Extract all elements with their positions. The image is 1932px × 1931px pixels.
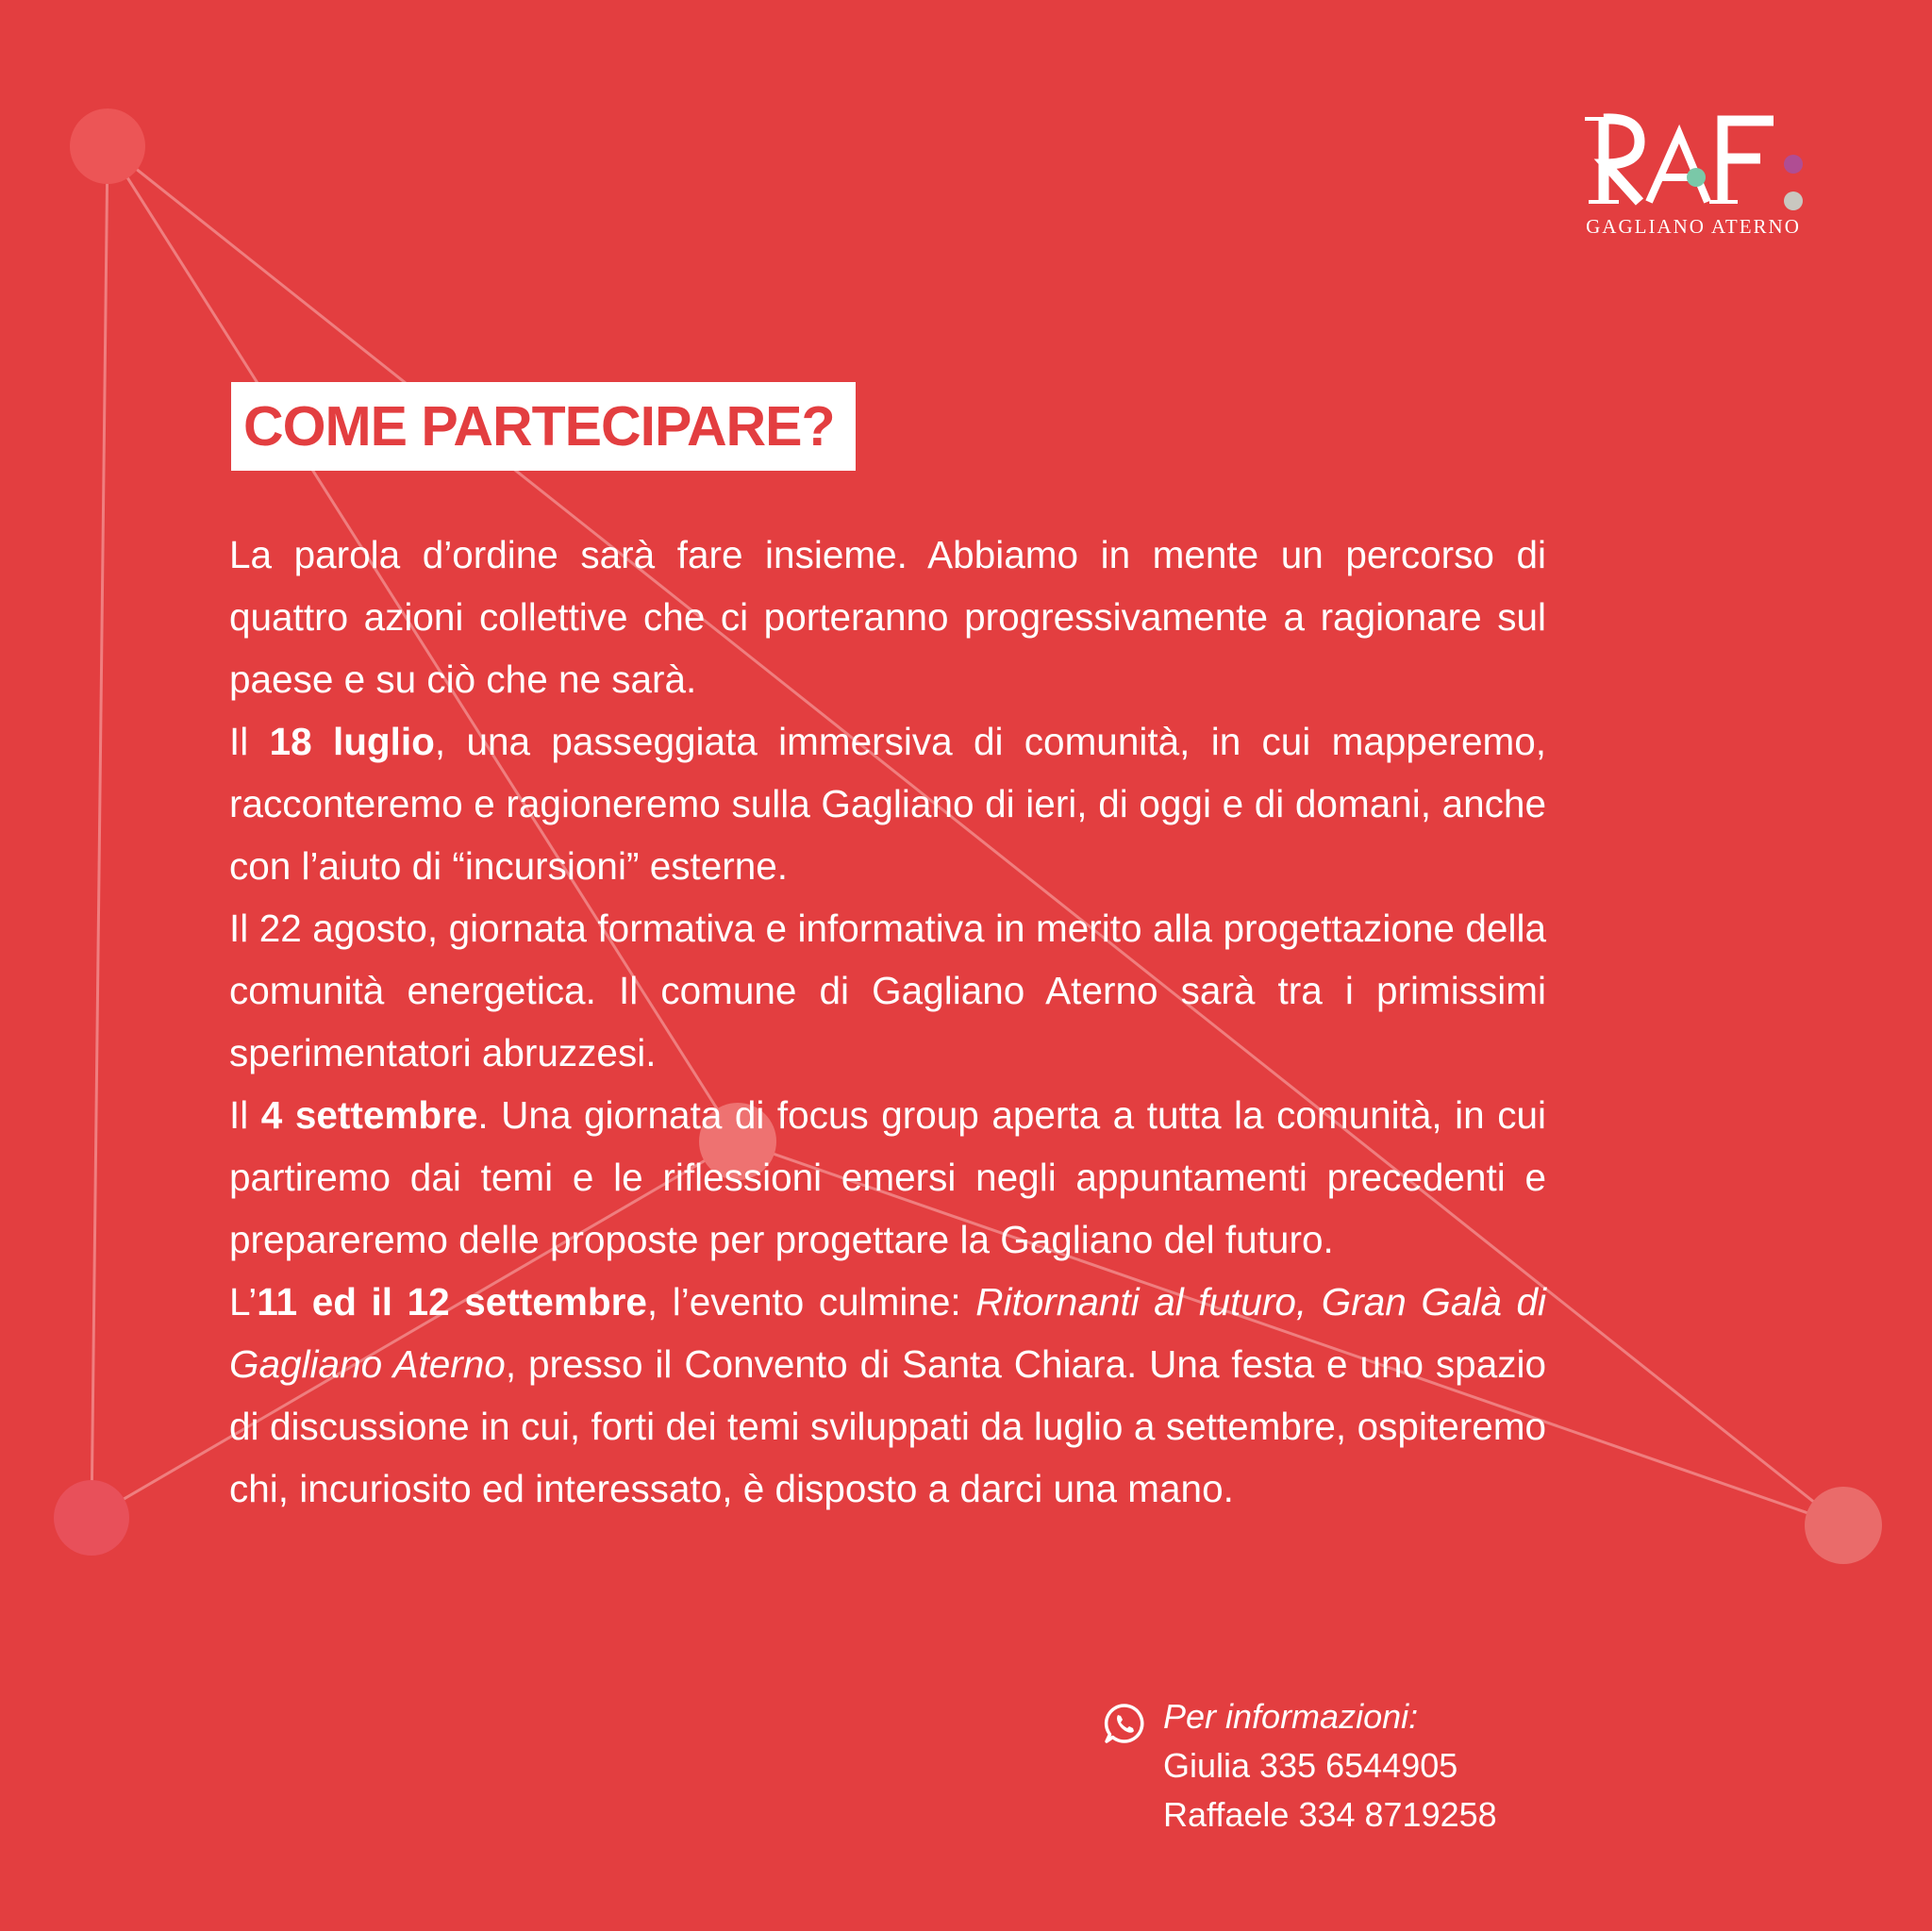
text-span: Il bbox=[229, 907, 259, 950]
event-title: Ritornanti al futuro, Gran Galà di Gagliano Aterno bbox=[229, 1280, 1546, 1386]
date-highlight: 11 ed il 12 settembre bbox=[257, 1280, 647, 1323]
body-text bbox=[229, 524, 1546, 1520]
text-span: , giornata formativa e informativa in merito alla progettazione della comunità energetica. Il comune di Gagliano Aterno sarà tra i primissimi sperimentatori abruzzesi. bbox=[229, 907, 1546, 1074]
text-span: , presso il Convento di Santa Chiara. Una festa e uno spazio di discussione in cui, forti dei temi sviluppati da luglio a settembre, ospiteremo chi, incuriosito ed interessato, è disposto a darci una mano. bbox=[229, 1342, 1546, 1510]
contact-label: Per informazioni: bbox=[1163, 1697, 1419, 1736]
date-highlight: 4 settembre bbox=[260, 1093, 478, 1137]
text-span: L’ bbox=[229, 1280, 258, 1323]
text-span: Il bbox=[229, 1093, 261, 1137]
logo-caption: GAGLIANO ATERNO bbox=[1586, 215, 1801, 238]
text-span: Il bbox=[229, 720, 270, 763]
paragraph-intro-text: La parola d’ordine sarà fare insieme. Abbiamo in mente un percorso di quattro azioni collettive che ci porteranno progressivamente a ragionare sul paese e su ciò che ne sarà. bbox=[229, 533, 1546, 701]
text-span: , l’evento culmine: bbox=[646, 1280, 976, 1323]
date-highlight: 22 agosto bbox=[258, 907, 427, 950]
logo-dot-grey bbox=[1784, 191, 1803, 210]
text-span: , una passeggiata immersiva di comunità, in cui mapperemo, racconteremo e ragioneremo sulla Gagliano di ieri, di oggi e di domani, anche con l’aiuto di “incursioni” esterne. bbox=[229, 720, 1546, 888]
network-line bbox=[92, 146, 108, 1518]
network-node bbox=[70, 108, 145, 184]
logo-dot-purple bbox=[1784, 155, 1803, 174]
title-box bbox=[231, 382, 856, 471]
contact-raffaele: Raffaele 334 8719258 bbox=[1163, 1795, 1497, 1834]
raf-logo-mark bbox=[1566, 106, 1830, 211]
paragraph-intro bbox=[229, 524, 1546, 710]
whatsapp-icon bbox=[1102, 1701, 1147, 1746]
page-title: COME PARTECIPARE? bbox=[243, 395, 835, 458]
network-node bbox=[1805, 1487, 1882, 1564]
paragraph-11-12-settembre bbox=[229, 1271, 1546, 1520]
network-node bbox=[54, 1480, 129, 1556]
paragraph-22-agosto bbox=[229, 897, 1546, 1084]
paragraph-4-settembre bbox=[229, 1084, 1546, 1271]
logo-dot-green bbox=[1687, 168, 1706, 187]
contact-giulia: Giulia 335 6544905 bbox=[1163, 1746, 1458, 1785]
date-highlight: 18 luglio bbox=[269, 720, 435, 763]
text-span: . Una giornata di focus group aperta a tutta la comunità, in cui partiremo dai temi e le riflessioni emersi negli appuntamenti precedenti e prepareremo delle proposte per progettare la Gagliano del futuro. bbox=[229, 1093, 1546, 1261]
raf-logo bbox=[1566, 106, 1830, 247]
paragraph-18-luglio bbox=[229, 710, 1546, 897]
